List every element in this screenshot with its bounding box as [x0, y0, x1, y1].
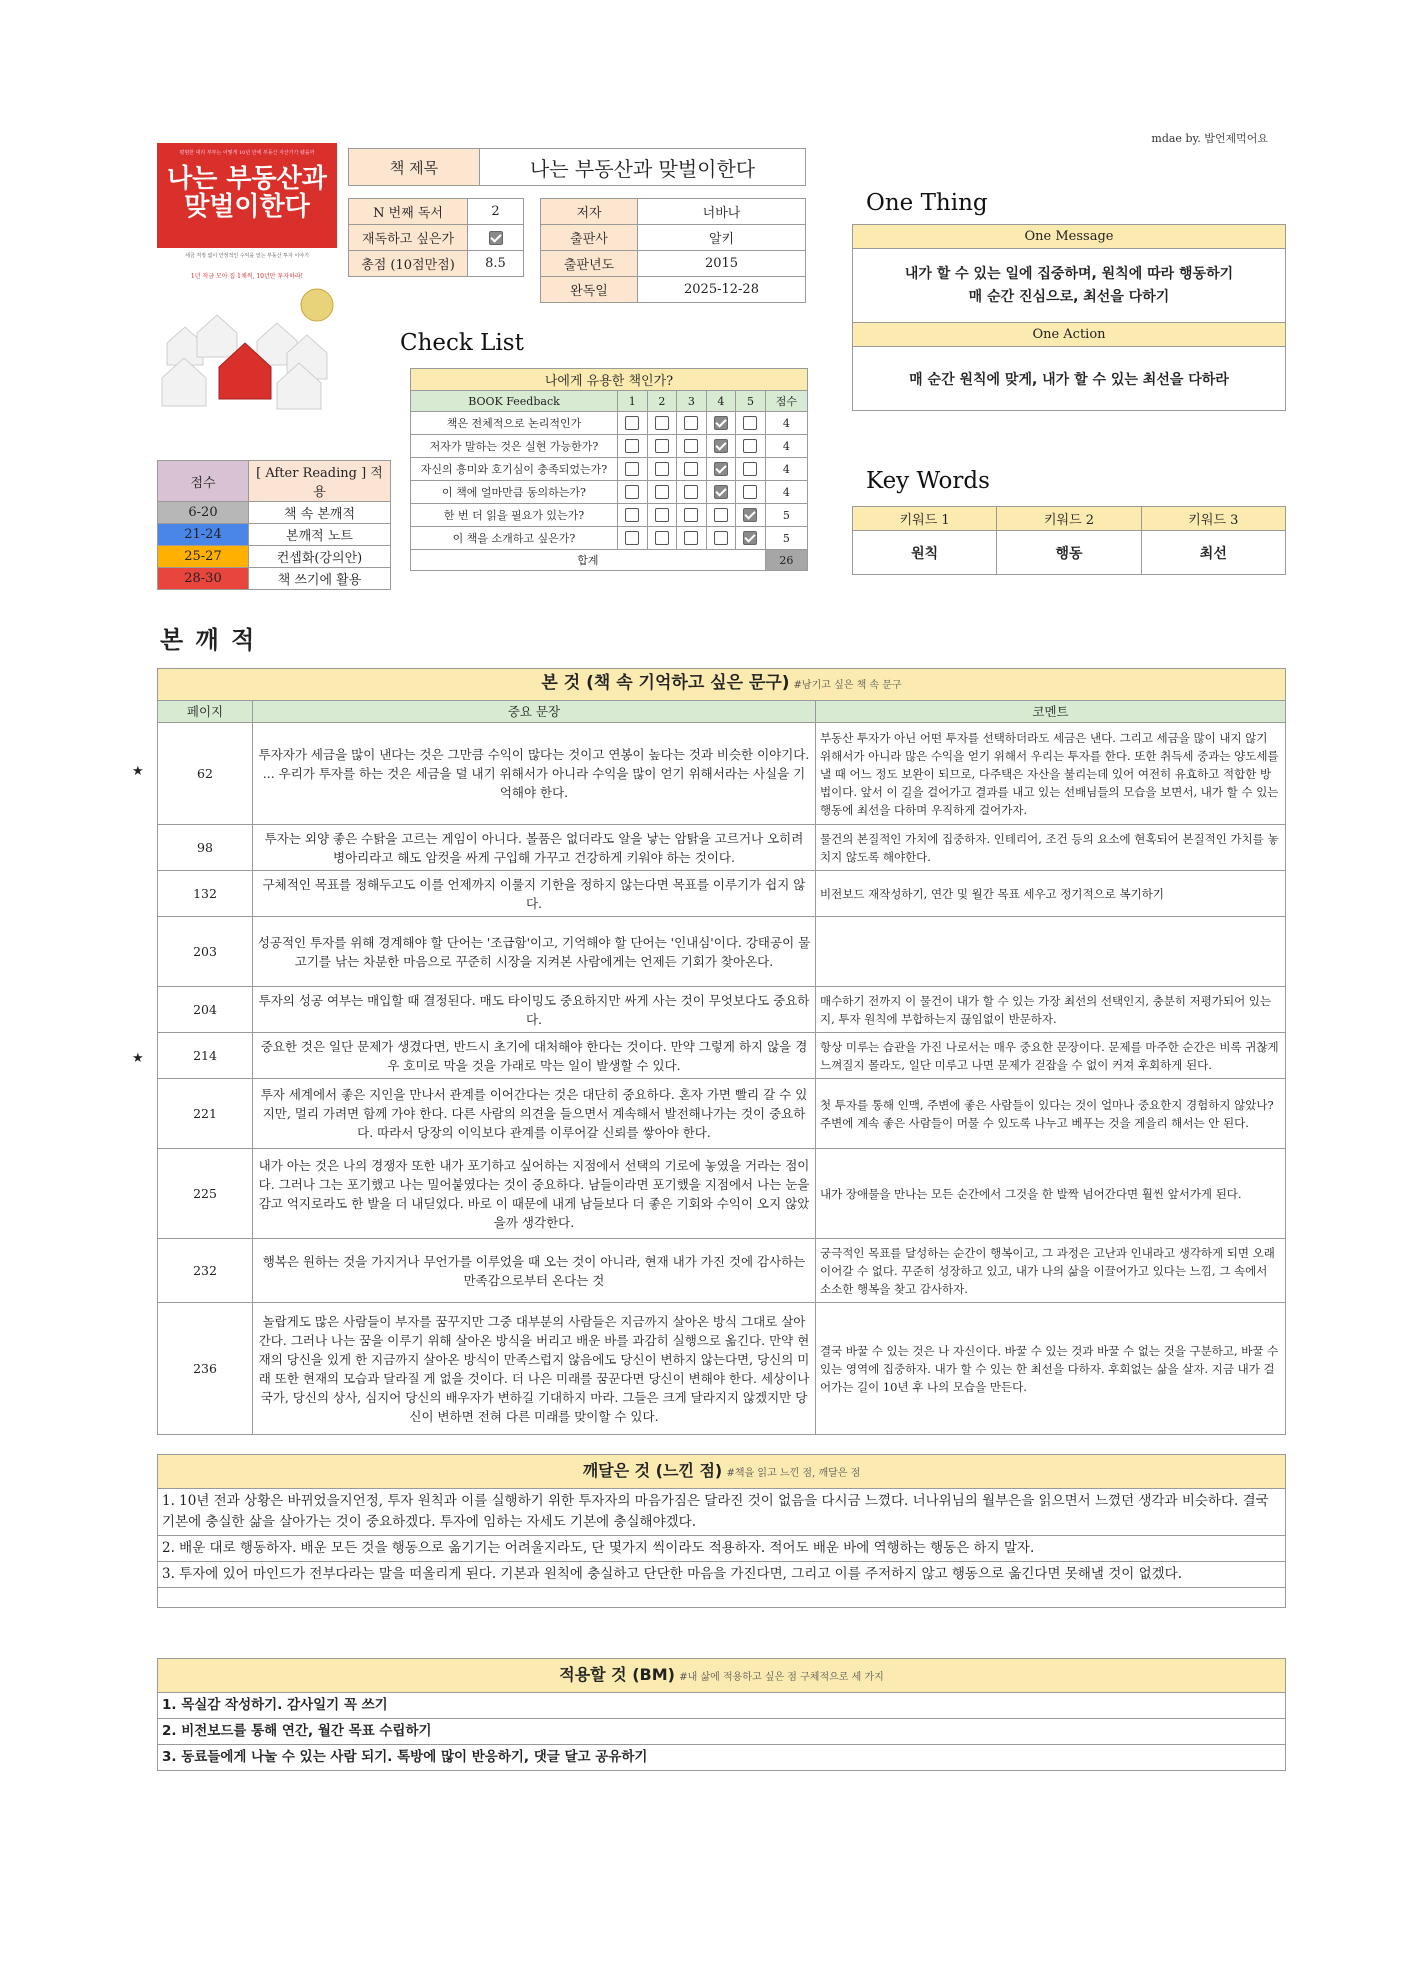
check-score: 5 — [765, 504, 807, 527]
keyword-value: 행동 — [997, 531, 1141, 575]
seen-header-row — [158, 701, 1286, 723]
check-cell — [647, 527, 677, 550]
realized-item: 2. 배운 대로 행동하자. 배운 모든 것을 행동으로 옮기기는 어려울지라도, 단 몇가지 씩이라도 적용하자. 적어도 배운 바에 역행하는 행동은 하지 말자. — [158, 1536, 1286, 1562]
check-cell — [647, 412, 677, 435]
apply-row — [158, 1719, 1286, 1745]
score-action: 본깨적 노트 — [249, 524, 391, 546]
author-label: 저자 — [541, 199, 638, 225]
total-score-label: 총점 (10점만점) — [349, 251, 468, 277]
check-cell — [736, 458, 766, 481]
rating-checkbox[interactable] — [714, 439, 728, 453]
seen-title-row — [158, 669, 1286, 701]
key-words-value-row — [853, 531, 1286, 575]
apply-body — [158, 1693, 1286, 1771]
pub-year-label: 출판년도 — [541, 251, 638, 277]
check-cell — [677, 481, 707, 504]
check-list-body — [411, 412, 808, 550]
check-question: 저자가 말하는 것은 실현 가능한가? — [411, 435, 618, 458]
check-list-table — [410, 368, 808, 571]
check-cell — [706, 527, 736, 550]
check-score: 4 — [765, 412, 807, 435]
check-cell — [677, 435, 707, 458]
cover-title-line1: 나는 부동산과 — [167, 164, 327, 194]
comment-col-header: 코멘트 — [816, 701, 1286, 723]
rating-checkbox[interactable] — [625, 531, 639, 545]
apply-note: #내 삶에 적용하고 싶은 점 구체적으로 세 가지 — [679, 1671, 884, 1683]
realized-item: 3. 투자에 있어 마인드가 전부다라는 말을 떠올리게 된다. 기본과 원칙에 충실하고 단단한 마음을 가진다면, 그리고 이를 주저하지 않고 행동으로 옮긴다면 못해낼 것이 없겠다. — [158, 1562, 1286, 1588]
rating-checkbox[interactable] — [625, 416, 639, 430]
publication-info-row — [541, 277, 806, 303]
bongaejeok-title: 본 깨 적 — [160, 626, 257, 654]
check-cell — [618, 412, 648, 435]
realized-table — [157, 1454, 1286, 1608]
check-score: 4 — [765, 458, 807, 481]
realized-row — [158, 1489, 1286, 1536]
author-credit: mdae by. 밥언제먹어요 — [1151, 132, 1268, 145]
check-list-row — [411, 527, 808, 550]
one-action-value: 매 순간 원칙에 맞게, 내가 할 수 있는 최선을 다하라 — [853, 347, 1286, 411]
quote-comment: 결국 바꿀 수 있는 것은 나 자신이다. 바꿀 수 있는 것과 바꿀 수 없는 것을 구분하고, 바꿀 수 있는 영역에 집중하자. 내가 할 수 있는 한 최선을 다하자. 후회없는 삶을 살자. 지금 내가 걸어가는 길이 10년 후 나의 모습을 만든다. — [816, 1303, 1286, 1435]
score-row — [158, 546, 391, 568]
one-message-line1: 내가 할 수 있는 일에 집중하며, 원칙에 따라 행동하기 — [904, 265, 1234, 282]
rating-checkbox[interactable] — [655, 439, 669, 453]
keyword-value: 원칙 — [853, 531, 997, 575]
quote-page: 98 — [158, 825, 253, 871]
check-question: 자신의 흥미와 호기심이 충족되었는가? — [411, 458, 618, 481]
realized-item: 1. 10년 전과 상황은 바뀌었을지언정, 투자 원칙과 이를 실행하기 위한 투자자의 마음가짐은 달라진 것이 없음을 다시금 느꼈다. 너나위님의 월부은을 읽으면서 느꼈던 생각과 비슷하다. 결국 기본에 충실한 삶을 살아가는 것이 중요하겠다. 투자에 임하는 자세도 기본에 충실해야겠다. — [158, 1489, 1286, 1536]
reading-count-label: N 번째 독서 — [349, 199, 468, 225]
quote-col-header: 중요 문장 — [253, 701, 816, 723]
quote-comment: 항상 미루는 습관을 가진 나로서는 매우 중요한 문장이다. 문제를 마주한 순간은 비록 귀찮게 느껴질지 몰라도, 일단 미루고 나면 문제가 걷잡을 수 없이 커져 후회하게 된다. — [816, 1033, 1286, 1079]
one-message-value — [853, 249, 1286, 323]
score-action: 책 속 본깨적 — [249, 502, 391, 524]
cover-subtitle: 세금 걱정 없이 안정적인 수익을 얻는 부동산 투자 이야기 — [185, 253, 309, 259]
reread-label: 재독하고 싶은가 — [349, 225, 468, 251]
scale-header: 4 — [706, 391, 736, 412]
check-list-title: Check List — [400, 330, 524, 356]
check-list-question-row — [411, 369, 808, 391]
score-action: 책 쓰기에 활용 — [249, 568, 391, 590]
rating-checkbox[interactable] — [655, 485, 669, 499]
check-cell — [647, 435, 677, 458]
total-label: 합계 — [411, 550, 766, 571]
score-table — [157, 460, 391, 590]
quote-row — [158, 917, 1286, 987]
rating-checkbox[interactable] — [714, 508, 728, 522]
realized-item — [158, 1588, 1286, 1608]
one-action-label: One Action — [853, 323, 1286, 347]
check-cell — [647, 481, 677, 504]
rating-checkbox[interactable] — [714, 485, 728, 499]
quote-text: 놀랍게도 많은 사람들이 부자를 꿈꾸지만 그중 대부분의 사람들은 지금까지 살아온 방식 그대로 살아간다. 그러나 나는 꿈을 이루기 위해 살아온 방식을 버리고 배운 바를 과감히 실행으로 옮긴다. 만약 현재의 당신을 있게 한 지금까지 살아온 방식이 만족스럽지 않음에도 당신이 변하지 않는다면, 당신의 미래 또한 현재의 모습과 달라질 게 없을 것이다. 더 나은 미래를 꿈꾼다면 당신이 변해야 한다. 세상이나 국가, 당신의 상사, 심지어 당신의 배우자가 변하길 기대하지 마라. 그들은 크게 달라지지 않겠지만 당신이 변하면 전혀 다른 미래를 맞이할 수 있다. — [253, 1303, 816, 1435]
one-thing-title: One Thing — [866, 190, 988, 216]
check-list-row — [411, 412, 808, 435]
finish-date-label: 완독일 — [541, 277, 638, 303]
rating-checkbox[interactable] — [655, 462, 669, 476]
score-action: 컨셉화(강의안) — [249, 546, 391, 568]
quote-text: 투자자가 세금을 많이 낸다는 것은 그만큼 수익이 많다는 것이고 연봉이 높다는 것과 비슷한 이야기다. ... 우리가 투자를 하는 것은 세금을 덜 내기 위해서가 아니라 수익을 많이 얻기 위해서라는 사실을 기억해야 한다. — [253, 723, 816, 825]
score-row — [158, 524, 391, 546]
quote-page: 225 — [158, 1149, 253, 1239]
rating-checkbox[interactable] — [625, 508, 639, 522]
score-col-header: 점수 — [765, 391, 807, 412]
quote-comment: 매수하기 전까지 이 물건이 내가 할 수 있는 가장 최선의 선택인지, 충분히 저평가되어 있는지, 투자 원칙에 부합하는지 끊임없이 반문하자. — [816, 987, 1286, 1033]
score-row — [158, 568, 391, 590]
check-score: 4 — [765, 435, 807, 458]
quote-text: 투자는 외양 좋은 수탉을 고르는 게임이 아니다. 볼품은 없더라도 알을 낳는 암탉을 고르거나 오히려 병아리라고 해도 암컷을 싸게 구입해 가꾸고 건강하게 키워야 하는 것이다. — [253, 825, 816, 871]
page-col-header: 페이지 — [158, 701, 253, 723]
check-list-row — [411, 481, 808, 504]
check-question: 한 번 더 읽을 필요가 있는가? — [411, 504, 618, 527]
apply-item: 2. 비전보드를 통해 연간, 월간 목표 수립하기 — [158, 1719, 1286, 1745]
keyword-label: 키워드 2 — [997, 507, 1141, 531]
quote-text: 중요한 것은 일단 문제가 생겼다면, 반드시 초기에 대처해야 한다는 것이다. 만약 그렇게 하지 않을 경우 호미로 막을 것을 가래로 막는 일이 발생할 수 있다. — [253, 1033, 816, 1079]
check-cell — [677, 527, 707, 550]
rating-checkbox[interactable] — [684, 439, 698, 453]
key-words-header-row — [853, 507, 1286, 531]
publication-info-row — [541, 251, 806, 277]
rating-checkbox[interactable] — [714, 531, 728, 545]
apply-table — [157, 1658, 1286, 1771]
keyword-value: 최선 — [1141, 531, 1285, 575]
apply-item: 1. 목실감 작성하기. 감사일기 꼭 쓰기 — [158, 1693, 1286, 1719]
check-cell — [647, 458, 677, 481]
score-range: 25-27 — [158, 546, 249, 568]
book-title-table — [348, 148, 806, 186]
star-marker: ★ — [132, 764, 144, 779]
quote-comment: 부동산 투자가 아닌 어떤 투자를 선택하더라도 세금은 낸다. 그리고 세금을 많이 내지 않기 위해서가 아니라 많은 수익을 얻기 위해서 우리는 투자를 한다. 또한 취득세 중과는 양도세를 낼 때 어느 정도 보완이 되므로, 다주택은 자산을 불리는데 있어 여전히 유효하고 적합한 방법이다. 앞서 이 길을 걸어가고 결과를 내고 있는 선배님들의 모습을 보면서, 내가 할 수 있는 행동에 최선을 다하며 우직하게 걸어가자. — [816, 723, 1286, 825]
cover-title — [157, 165, 337, 221]
check-cell — [736, 412, 766, 435]
key-words-table — [852, 506, 1286, 575]
quote-page: 132 — [158, 871, 253, 917]
quote-text: 투자의 성공 여부는 매입할 때 결정된다. 매도 타이밍도 중요하지만 싸게 사는 것이 무엇보다도 중요하다. — [253, 987, 816, 1033]
reading-info-row — [349, 251, 524, 277]
reading-count-value: 2 — [468, 199, 524, 225]
rating-checkbox[interactable] — [655, 416, 669, 430]
check-cell — [706, 481, 736, 504]
publication-info-row — [541, 199, 806, 225]
check-list-row — [411, 458, 808, 481]
rating-checkbox[interactable] — [743, 508, 757, 522]
quote-page: 62 — [158, 723, 253, 825]
publication-info-row — [541, 225, 806, 251]
rating-checkbox[interactable] — [714, 462, 728, 476]
rating-checkbox[interactable] — [743, 439, 757, 453]
check-cell — [706, 435, 736, 458]
realized-note: #책을 읽고 느낀 점, 깨달은 점 — [726, 1467, 861, 1479]
check-score: 4 — [765, 481, 807, 504]
book-cover-image — [157, 143, 337, 413]
rating-checkbox[interactable] — [655, 508, 669, 522]
finish-date-value: 2025-12-28 — [638, 277, 806, 303]
rating-checkbox[interactable] — [714, 416, 728, 430]
apply-title-row — [158, 1659, 1286, 1693]
one-message-label: One Message — [853, 225, 1286, 249]
check-list-header-row — [411, 391, 808, 412]
rating-checkbox[interactable] — [684, 508, 698, 522]
apply-title-cell — [158, 1659, 1286, 1693]
realized-row — [158, 1562, 1286, 1588]
keyword-label: 키워드 1 — [853, 507, 997, 531]
quote-text: 구체적인 목표를 정해두고도 이를 언제까지 이룰지 기한을 정하지 않는다면 목표를 이루기가 쉽지 않다. — [253, 871, 816, 917]
quote-comment — [816, 917, 1286, 987]
reread-cell — [468, 225, 524, 251]
quote-row — [158, 987, 1286, 1033]
apply-row — [158, 1693, 1286, 1719]
rating-checkbox[interactable] — [743, 462, 757, 476]
rating-checkbox[interactable] — [684, 485, 698, 499]
author-value: 너바나 — [638, 199, 806, 225]
realized-title-cell — [158, 1455, 1286, 1489]
check-cell — [736, 504, 766, 527]
quote-row — [158, 1303, 1286, 1435]
rating-checkbox[interactable] — [684, 462, 698, 476]
quote-page: 236 — [158, 1303, 253, 1435]
seen-body — [158, 723, 1286, 1435]
quote-row — [158, 723, 1286, 825]
apply-row — [158, 1745, 1286, 1771]
check-cell — [736, 481, 766, 504]
reading-info-row — [349, 225, 524, 251]
quote-page: 203 — [158, 917, 253, 987]
quote-comment: 물건의 본질적인 가치에 집중하자. 인테리어, 조건 등의 요소에 현혹되어 본질적인 가치를 놓치지 않도록 해야한다. — [816, 825, 1286, 871]
quote-comment: 궁극적인 목표를 달성하는 순간이 행복이고, 그 과정은 고난과 인내라고 생각하게 되면 오래 이어갈 수 없다. 꾸준히 성장하고 있고, 내가 나의 삶을 이끌어가고 있다는 느낌, 그 속에서 소소한 행복을 찾고 감사하자. — [816, 1239, 1286, 1303]
rating-checkbox[interactable] — [684, 531, 698, 545]
book-title-value: 나는 부동산과 맞벌이한다 — [480, 149, 806, 186]
check-cell — [677, 412, 707, 435]
total-score-value: 8.5 — [468, 251, 524, 277]
rating-checkbox[interactable] — [625, 439, 639, 453]
rating-checkbox[interactable] — [743, 416, 757, 430]
check-list-total-row — [411, 550, 808, 571]
quote-comment: 내가 장애물을 만나는 모든 순간에서 그것을 한 발짝 넘어간다면 훨씬 앞서가게 된다. — [816, 1149, 1286, 1239]
cover-houses-illustration — [157, 283, 337, 413]
check-cell — [736, 435, 766, 458]
check-cell — [618, 481, 648, 504]
total-value: 26 — [765, 550, 807, 571]
score-header-action: [ After Reading ] 적용 — [249, 461, 391, 502]
key-words-title: Key Words — [866, 468, 990, 494]
check-cell — [706, 412, 736, 435]
check-cell — [736, 527, 766, 550]
score-row — [158, 502, 391, 524]
check-cell — [618, 504, 648, 527]
score-range: 21-24 — [158, 524, 249, 546]
seen-table — [157, 668, 1286, 1435]
scale-header: 1 — [618, 391, 648, 412]
one-thing-table — [852, 224, 1286, 411]
cover-title-line2: 맞벌이한다 — [184, 192, 310, 222]
quote-text: 투자 세계에서 좋은 지인을 만나서 관계를 이어간다는 것은 대단히 중요하다. 혼자 가면 빨리 갈 수 있지만, 멀리 가려면 함께 가야 한다. 다른 사람의 의견을 들으면서 계속해서 발전해나가는 것이 중요하다. 따라서 당장의 이익보다 관계를 이루어갈 신뢰를 쌓아야 한다. — [253, 1079, 816, 1149]
check-question: 이 책을 소개하고 싶은가? — [411, 527, 618, 550]
check-cell — [618, 458, 648, 481]
seen-note: #남기고 싶은 책 속 문구 — [793, 680, 902, 691]
quote-text: 행복은 원하는 것을 가지거나 무언가를 이루었을 때 오는 것이 아니라, 현재 내가 가진 것에 감사하는 만족감으로부터 온다는 것 — [253, 1239, 816, 1303]
check-cell — [618, 435, 648, 458]
check-cell — [677, 504, 707, 527]
quote-row — [158, 1033, 1286, 1079]
reading-info-table — [348, 198, 524, 277]
seen-title-cell — [158, 669, 1286, 701]
apply-item: 3. 동료들에게 나눌 수 있는 사람 되기. 톡방에 많이 반응하기, 댓글 달고 공유하기 — [158, 1745, 1286, 1771]
reading-info-row — [349, 199, 524, 225]
rating-checkbox[interactable] — [684, 416, 698, 430]
rating-checkbox[interactable] — [743, 531, 757, 545]
quote-row — [158, 1079, 1286, 1149]
quote-page: 214 — [158, 1033, 253, 1079]
realized-body — [158, 1489, 1286, 1608]
score-range: 6-20 — [158, 502, 249, 524]
check-cell — [706, 504, 736, 527]
keyword-label: 키워드 3 — [1141, 507, 1285, 531]
check-question: 이 책에 얼마만큼 동의하는가? — [411, 481, 618, 504]
check-cell — [647, 504, 677, 527]
quote-page: 204 — [158, 987, 253, 1033]
scale-header: 3 — [677, 391, 707, 412]
publication-info-table — [540, 198, 806, 303]
scale-header: 2 — [647, 391, 677, 412]
quote-text: 내가 아는 것은 나의 경쟁자 또한 내가 포기하고 싶어하는 지점에서 선택의 기로에 놓였을 거라는 점이다. 그러나 그는 포기했고 나는 밀어붙였다는 것이 중요하다. 남들이라면 포기했을 지점에서 나는 눈을 감고 억지로라도 한 발을 더 내딛었다. 바로 이 때문에 내게 남들보다 더 좋은 기회와 수익이 오지 않았을까 생각한다. — [253, 1149, 816, 1239]
publisher-label: 출판사 — [541, 225, 638, 251]
reread-checkbox[interactable] — [489, 231, 503, 245]
rating-checkbox[interactable] — [625, 485, 639, 499]
check-cell — [677, 458, 707, 481]
quote-page: 232 — [158, 1239, 253, 1303]
rating-checkbox[interactable] — [655, 531, 669, 545]
apply-title: 적용할 것 (BM) — [559, 1664, 675, 1684]
check-score: 5 — [765, 527, 807, 550]
seen-title: 본 것 (책 속 기억하고 싶은 문구) — [541, 673, 790, 693]
check-list-question: 나에게 유용한 책인가? — [411, 369, 808, 391]
score-header-row — [158, 461, 391, 502]
book-title-label: 책 제목 — [349, 149, 480, 186]
realized-row — [158, 1536, 1286, 1562]
quote-row — [158, 825, 1286, 871]
score-header-range: 점수 — [158, 461, 249, 502]
check-cell — [618, 527, 648, 550]
check-list-row — [411, 504, 808, 527]
cover-tagline: 평범한 대리 부부는 어떻게 10년 만에 부동산 자산가가 됐을까 — [179, 150, 315, 156]
scale-header: 5 — [736, 391, 766, 412]
rating-checkbox[interactable] — [625, 462, 639, 476]
feedback-header: BOOK Feedback — [411, 391, 618, 412]
publisher-value: 알키 — [638, 225, 806, 251]
check-question: 책은 전체적으로 논리적인가 — [411, 412, 618, 435]
cover-highlight: 1년 적금 모아 집 1채씩, 10년만 투자하라! — [190, 273, 304, 280]
quote-comment: 첫 투자를 통해 인맥, 주변에 좋은 사람들이 있다는 것이 얼마나 중요한지 경험하지 않았나? 주변에 계속 좋은 사람들이 머물 수 있도록 나누고 베푸는 것을 게을리 해서는 안 된다. — [816, 1079, 1286, 1149]
realized-title: 깨달은 것 (느낀 점) — [582, 1460, 723, 1480]
quote-row — [158, 1149, 1286, 1239]
quote-text: 성공적인 투자를 위해 경계해야 할 단어는 '조급함'이고, 기억해야 할 단어는 '인내심'이다. 강태공이 물고기를 낚는 차분한 마음으로 꾸준히 시장을 지켜본 사람에게는 언제든 기회가 찾아온다. — [253, 917, 816, 987]
quote-row — [158, 1239, 1286, 1303]
check-list-row — [411, 435, 808, 458]
pub-year-value: 2015 — [638, 251, 806, 277]
star-marker: ★ — [132, 1051, 144, 1066]
realized-row — [158, 1588, 1286, 1608]
quote-page: 221 — [158, 1079, 253, 1149]
score-range: 28-30 — [158, 568, 249, 590]
rating-checkbox[interactable] — [743, 485, 757, 499]
one-message-line2: 매 순간 진심으로, 최선을 다하기 — [968, 288, 1170, 305]
check-cell — [706, 458, 736, 481]
quote-comment: 비전보드 재작성하기, 연간 및 월간 목표 세우고 정기적으로 복기하기 — [816, 871, 1286, 917]
quote-row — [158, 871, 1286, 917]
realized-title-row — [158, 1455, 1286, 1489]
